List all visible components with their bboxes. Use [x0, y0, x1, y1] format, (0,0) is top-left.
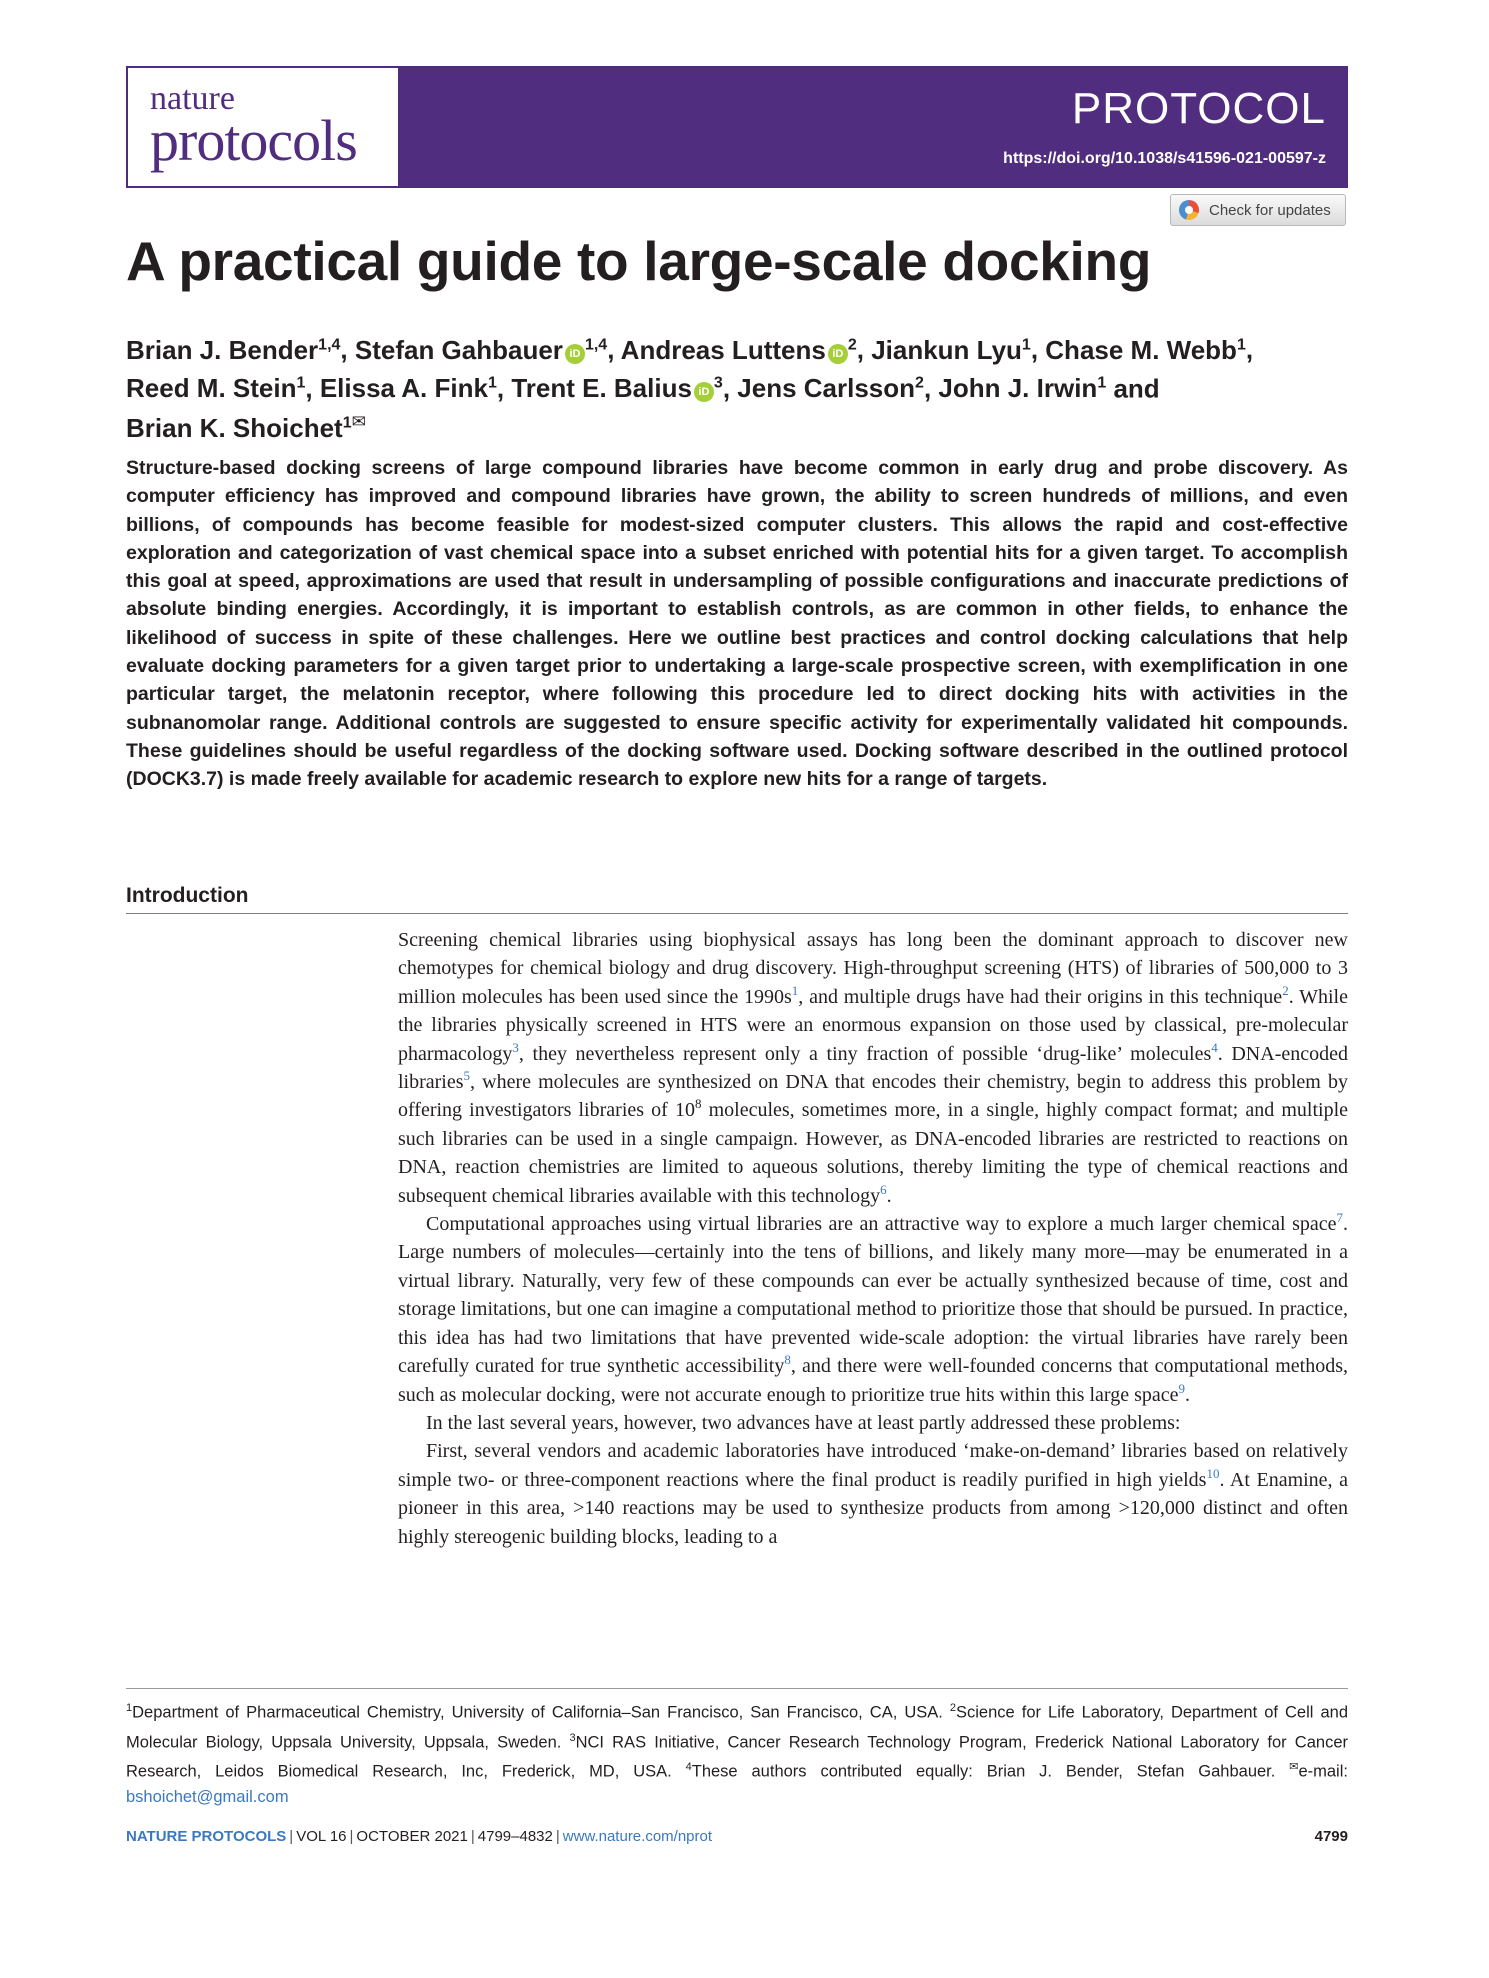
citation-link[interactable]: 9 — [1178, 1380, 1185, 1396]
orcid-icon[interactable]: iD — [694, 382, 714, 402]
author-name[interactable] — [126, 413, 366, 443]
author-name-text: Brian K. Shoichet — [126, 413, 343, 444]
author-name[interactable] — [511, 373, 723, 403]
correspondence-label: e-mail: — [1298, 1762, 1348, 1781]
citation-link[interactable]: 8 — [784, 1352, 791, 1368]
journal-logo[interactable] — [128, 68, 400, 186]
author-name[interactable] — [126, 335, 340, 365]
citation-link[interactable]: 6 — [880, 1181, 887, 1197]
footer-pages: 4799–4832 — [477, 1828, 553, 1845]
section-heading-introduction: Introduction — [126, 884, 1348, 914]
author-name-text: Elissa A. Fink — [319, 373, 488, 404]
affiliation-text: Department of Pharmaceutical Chemistry, University of California–San Francisco, San Francisco, CA, USA. — [132, 1703, 950, 1722]
crossmark-icon — [1179, 200, 1199, 220]
footnote-divider — [126, 1688, 1348, 1689]
affiliation-text: Science for Life Laboratory, Department of Cell and Molecular Biology, Uppsala University, Uppsala, Sweden. — [126, 1703, 1348, 1751]
author-name-text: Reed M. Stein — [126, 373, 297, 404]
author-affiliation-sup: 3 — [713, 374, 723, 392]
author-affiliation-sup: 1 — [487, 374, 497, 392]
author-name-text: Stefan Gahbauer — [354, 334, 563, 365]
body-paragraph: In the last several years, however, two advances have at least partly addressed these problems: — [426, 1411, 1181, 1434]
citation-link[interactable]: 1 — [791, 982, 799, 998]
author-name-text: Brian J. Bender — [126, 334, 319, 365]
citation-link[interactable]: 7 — [1336, 1210, 1343, 1226]
check-for-updates-label: Check for updates — [1209, 201, 1331, 219]
author-name[interactable] — [320, 373, 497, 403]
affiliation-text: These authors contributed equally: Brian J. Bender, Stefan Gahbauer. — [691, 1762, 1290, 1781]
body-paragraph: Screening chemical libraries using biophysical assays has long been the dominant approach to discover new chemotypes for chemical biology and drug discovery. High-throughput screening (HTS) of libraries of 500,000 to 3 million molecules has been used since the 1990s$^1$, and multiple drugs have had their origins in this technique$^2$. While the libraries physically screened in HTS were an enormous expansion on those used by classical, pre-molecular pharmacology$^3$, they nevertheless represent only a tiny fraction of possible ‘drug-like’ molecules$^4$. DNA-encoded libraries$^5$, where molecules are synthesized on DNA that encodes their chemistry, begin to address this problem by offering investigators libraries of $10^8$ molecules, sometimes more, in a single, highly compact format; and multiple such libraries can be used in a single campaign. However, as DNA-encoded libraries are restricted to reactions on DNA, reaction chemistries are limited to aqueous solutions, thereby limiting the type of chemical reactions and subsequent chemical libraries available with this technology$^6$. — [398, 929, 1348, 1207]
author-affiliation-sup: 1 — [1236, 336, 1246, 353]
correspondence-email-link[interactable]: bshoichet@gmail.com — [126, 1787, 289, 1806]
author-name-text: Andreas Luttens — [620, 334, 826, 365]
logo-nature-text: nature — [150, 80, 235, 117]
mail-icon: ✉ — [1289, 1761, 1299, 1773]
footer-date: OCTOBER 2021 — [356, 1828, 468, 1845]
body-paragraph: First, several vendors and academic laboratories have introduced ‘make-on-demand’ libraries based on relatively simple two- or three-component reactions where the final product is readily purified in high yields$^{10}$. At Enamine, a pioneer in this area, >140 reactions may be used to synthesize products from among >120,000 distinct and often highly stereogenic building blocks, leading to a — [398, 1440, 1349, 1548]
affiliation-sup: 3 — [569, 1731, 576, 1744]
orcid-icon[interactable]: iD — [565, 344, 585, 364]
footer-volume: VOL 16 — [296, 1828, 347, 1845]
page-number: 4799 — [1314, 1828, 1348, 1845]
author-name-text: Jens Carlsson — [737, 373, 916, 404]
author-name-text: Chase M. Webb — [1045, 334, 1237, 365]
author-affiliation-sup: 1,4 — [584, 336, 608, 353]
author-name[interactable] — [1045, 335, 1246, 365]
journal-header — [126, 66, 1348, 188]
author-name[interactable] — [621, 335, 857, 365]
mail-icon: ✉ — [351, 412, 366, 432]
article-title: A practical guide to large-scale docking — [126, 230, 1152, 292]
author-name-text: Trent E. Balius — [511, 373, 692, 404]
affiliation-text: NCI RAS Initiative, Cancer Research Technology Program, Frederick National Laboratory for Cancer Research, Leidos Biomedical Research, Inc, Frederick, MD, USA. — [126, 1733, 1348, 1781]
affiliation-sup: 4 — [685, 1761, 692, 1773]
introduction-body — [398, 926, 1348, 1551]
author-affiliation-sup: 1 — [1021, 336, 1031, 353]
author-list: Brian J. Bender$^{1,4}$, Stefan Gahbauer iD$^{1,4}$, Andreas Luttens $iD^2$, Jiankun Lyu$^1$, Chase M. Webb$^1$, Reed M. Stein$^1$, Elissa A. Fink$^1$, Trent E. Balius $iD^3$, Jens Carlsson$^2$, John J. Irwin$^1$ and Brian K. Shoichet$^{1✉}$ — [126, 334, 1254, 444]
author-name[interactable] — [737, 373, 924, 403]
citation-link[interactable]: 3 — [512, 1039, 519, 1055]
author-affiliation-sup: 1 — [342, 414, 352, 432]
footer-journal: NATURE PROTOCOLS — [126, 1828, 287, 1845]
citation-link[interactable]: 4 — [1211, 1039, 1218, 1055]
author-name[interactable] — [938, 373, 1106, 403]
author-affiliation-sup: 2 — [915, 374, 924, 392]
body-paragraph: Computational approaches using virtual libraries are an attractive way to explore a much larger chemical space$^7$. Large numbers of molecules—certainly into the tens of billions, and likely many more—may be enumerated in a virtual library. Naturally, very few of these compounds can ever be actually synthesized because of time, cost and storage limitations, but one can imagine a computational method to prioritize those that should be pursued. In practice, this idea has had two limitations that have prevented wide-scale adoption: the virtual libraries have rarely been carefully curated for true synthetic accessibility$^8$, and there were well-founded concerns that computational methods, such as molecular docking, were not accurate enough to prioritize true hits within this large space$^9$. — [398, 1210, 1348, 1406]
author-affiliation-sup: 1 — [296, 374, 306, 392]
article-type-label: PROTOCOL — [1071, 84, 1326, 133]
affiliation-sup: 1 — [126, 1702, 133, 1714]
author-affiliation-sup: 1,4 — [318, 336, 341, 353]
author-name[interactable] — [355, 335, 607, 365]
citation-link[interactable]: 5 — [463, 1068, 471, 1084]
author-name-text: Jiankun Lyu — [871, 334, 1022, 365]
author-name[interactable] — [871, 335, 1031, 365]
footer-url-link[interactable]: www.nature.com/nprot — [562, 1828, 713, 1845]
author-name-text: John J. Irwin — [938, 373, 1098, 404]
author-conjunction: and — [1113, 373, 1160, 404]
superscript: 8 — [694, 1096, 702, 1112]
author-name[interactable] — [126, 373, 305, 403]
check-for-updates-button[interactable] — [1170, 194, 1346, 226]
orcid-icon[interactable]: iD — [828, 344, 848, 364]
affiliation-sup: 2 — [949, 1702, 957, 1714]
affiliations — [126, 1696, 1348, 1810]
abstract: Structure-based docking screens of large compound libraries have become common in early drug and probe discovery. As computer efficiency has improved and compound libraries have grown, the ability to screen hundreds of millions, and even billions, of compounds has become feasible for modest-sized computer clusters. This allows the rapid and cost-effective exploration and categorization of vast chemical space into a subset enriched with potential hits for a given target. To accomplish this goal at speed, approximations are used that result in undersampling of possible configurations and inaccurate predictions of absolute binding energies. Accordingly, it is important to establish controls, as are common in other fields, to enhance the likelihood of success in spite of these challenges. Here we outline best practices and control docking calculations that help evaluate docking parameters for a given target prior to undertaking a large-scale prospective screen, with exemplification in one particular target, the melatonin receptor, where following this procedure led to direct docking hits with activities in the subnanomolar range. Additional controls are suggested to ensure specific activity for experimentally validated hit compounds. These guidelines should be useful regardless of the docking software used. Docking software described in the outlined protocol (DOCK3.7) is made freely available for academic research to explore new hits for a range of targets. — [126, 457, 1348, 791]
author-affiliation-sup: 1 — [1097, 374, 1107, 392]
doi-link[interactable]: https://doi.org/10.1038/s41596-021-00597-z — [1003, 150, 1326, 167]
citation-link[interactable]: 10 — [1206, 1465, 1220, 1481]
citation-link[interactable]: 2 — [1282, 982, 1289, 998]
page-footer — [126, 1828, 1348, 1845]
header-band — [400, 68, 1346, 186]
footer-citation: NATURE PROTOCOLS | VOL 16 | OCTOBER 2021 | 4799–4832 | www.nature.com/nprot — [126, 1828, 713, 1845]
logo-protocols-text: protocols — [150, 108, 357, 173]
author-affiliation-sup: 2 — [847, 336, 857, 353]
